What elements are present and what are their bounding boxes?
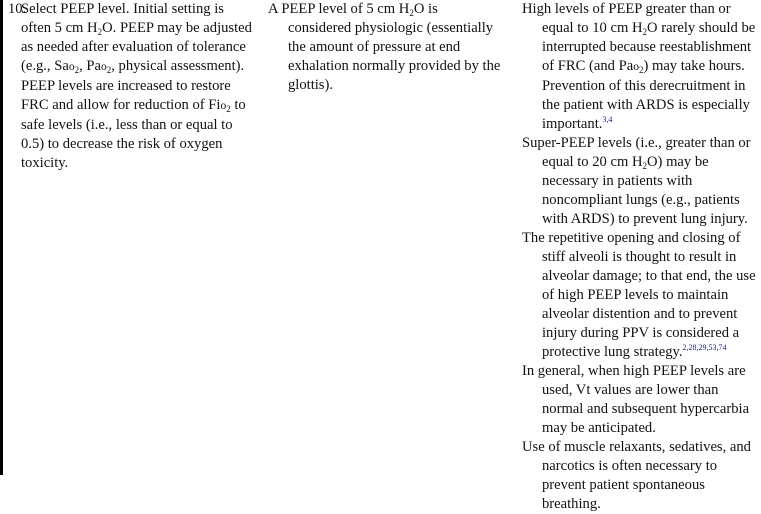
text-run: O) may be necessary in patients with noncompliant lungs (e.g., patients with ARDS) to prevent lung injury. — [542, 154, 748, 227]
steps-column — [8, 0, 256, 173]
text-run: The repetitive opening and closing of stiff alveoli is thought to result in alveolar damage; to that end, the use of high PEEP levels to maintain alveolar distention and to prevent injury during PPV is considered a protective lung strategy. — [522, 230, 756, 360]
paragraph — [522, 0, 761, 134]
text-run: Select PEEP level. Initial setting is often 5 cm H — [21, 1, 224, 36]
citation-superscript: 2,28,29,53,74 — [682, 343, 727, 352]
paragraph — [522, 362, 761, 438]
text-run: , physical assessment). PEEP levels are increased to restore FRC and allow for reduction of Fi — [21, 58, 245, 113]
step-number: 10. — [8, 1, 27, 17]
small-cap-text: o — [68, 61, 75, 73]
subscript: 2 — [97, 27, 103, 37]
paragraph — [21, 0, 256, 173]
rationale-column — [268, 0, 504, 95]
small-cap-text: o — [100, 61, 107, 73]
left-border-rule — [0, 0, 3, 475]
paragraph — [522, 229, 761, 362]
text-run: In general, when high PEEP levels are used, Vt values are lower than normal and subsequent hypercarbia may be anticipated. — [522, 363, 750, 436]
paragraph — [522, 134, 761, 229]
subscript: 2 — [642, 161, 648, 171]
text-run: Super-PEEP levels (i.e., greater than or equal to 20 cm H — [522, 135, 751, 170]
step-rationale — [268, 0, 504, 95]
text-run: to safe levels (i.e., less than or equal to 0.5) to decrease the risk of oxygen toxicity. — [21, 97, 246, 171]
subscript: 2 — [638, 65, 644, 75]
text-run: ) may take hours. Prevention of this derecruitment in the patient with ARDS is especially important. — [542, 58, 750, 132]
subscript: 2 — [74, 65, 80, 75]
text-run: Use of muscle relaxants, sedatives, and narcotics is often necessary to prevent patient spontaneous breathing. — [522, 439, 751, 512]
small-cap-text: o — [633, 61, 639, 73]
text-run: O is considered physiologic (essentially the amount of pressure at end exhalation normally provided by the glottis). — [288, 1, 501, 93]
paragraph — [522, 438, 761, 514]
text-run: High levels of PEEP greater than or equal to 10 cm H — [522, 1, 731, 36]
subscript: 2 — [409, 8, 414, 18]
paragraph — [268, 0, 504, 95]
text-run: , Pa — [79, 58, 101, 74]
subscript: 2 — [226, 104, 231, 114]
step-notes — [522, 0, 761, 514]
subscript: 2 — [642, 27, 648, 37]
text-run: A PEEP level of 5 cm H — [268, 1, 410, 17]
text-run: O rarely should be interrupted because reestablishment of FRC (and Pa — [542, 20, 756, 74]
step-action — [21, 0, 256, 173]
special-considerations-column — [522, 0, 761, 514]
citation-superscript: 3,4 — [602, 115, 613, 124]
small-cap-text: o — [220, 100, 227, 112]
subscript: 2 — [106, 65, 112, 75]
text-run: O. PEEP may be adjusted as needed after evaluation of tolerance (e.g., Sa — [21, 20, 252, 74]
